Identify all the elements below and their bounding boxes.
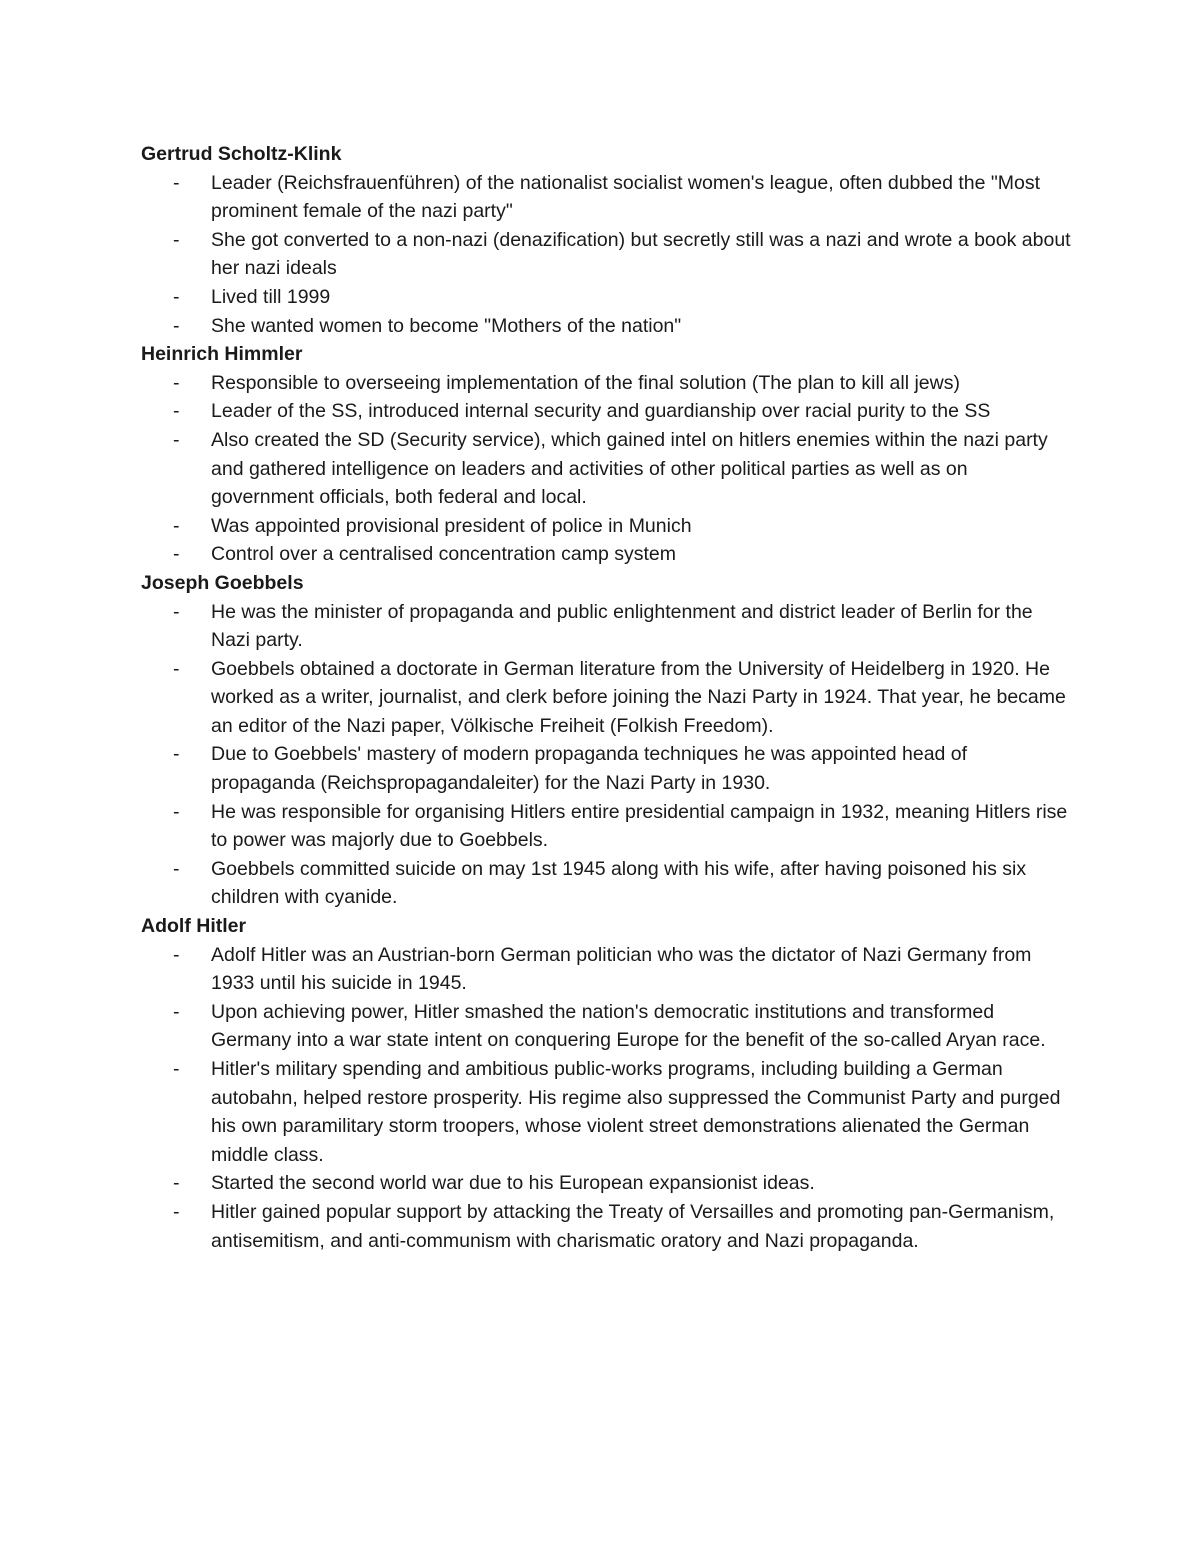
bullet-text: Lived till 1999	[211, 285, 331, 308]
dash-marker: -	[173, 657, 180, 680]
bullet-item	[141, 540, 1071, 569]
section-heading-goebbels: Joseph Goebbels	[141, 571, 304, 594]
dash-marker: -	[173, 371, 180, 394]
bullet-text: Goebbels obtained a doctorate in German literature from the University of Heidelberg in 1920. He worked as a writer, journalist, and clerk before joining the Nazi Party in 1924. That year, he became an editor of the Nazi paper, Völkische Freiheit (Folkish Freedom).	[211, 657, 1066, 737]
dash-marker: -	[173, 600, 180, 623]
bullet-item	[141, 512, 1071, 541]
bullet-text: Control over a centralised concentration camp system	[211, 543, 676, 566]
dash-marker: -	[173, 514, 180, 537]
dash-marker: -	[173, 1172, 180, 1195]
bullet-text: Hitler gained popular support by attacking the Treaty of Versailles and promoting pan-Germanism, antisemitism, and anti-communism with charismatic oratory and Nazi propaganda.	[211, 1200, 1055, 1252]
bullet-item	[141, 655, 1071, 741]
document-page	[141, 140, 1071, 1255]
bullet-item	[141, 1169, 1071, 1198]
bullet-item	[141, 397, 1071, 426]
dash-marker: -	[173, 228, 180, 251]
bullet-item	[141, 426, 1071, 512]
dash-marker: -	[173, 1058, 180, 1080]
dash-marker: -	[173, 314, 180, 337]
bullet-item	[141, 598, 1071, 655]
bullet-list-goebbels	[141, 598, 1071, 913]
bullet-item	[141, 283, 1071, 312]
dash-marker: -	[173, 857, 180, 880]
bullet-text: She wanted women to become "Mothers of the nation"	[211, 314, 682, 337]
dash-marker: -	[173, 400, 180, 423]
dash-marker: -	[173, 1200, 180, 1223]
bullet-list-scholtz-klink	[141, 169, 1071, 341]
bullet-text: Hitler's military spending and ambitious public-works programs, including building a German autobahn, helped restore prosperity. His regime also suppressed the Communist Party and purged his own paramilitary storm troopers, whose violent street demonstrations alienated the German middle class.	[211, 1058, 1061, 1166]
section-heading-hitler: Adolf Hitler	[141, 915, 247, 938]
bullet-text: Responsible to overseeing implementation of the final solution (The plan to kill all jews)	[211, 371, 960, 394]
bullet-text: Due to Goebbels' mastery of modern propaganda techniques he was appointed head of propaganda (Reichspropagandaleiter) for the Nazi Party in 1930.	[211, 743, 968, 795]
dash-marker: -	[173, 943, 180, 966]
bullet-item	[141, 226, 1071, 283]
bullet-item	[141, 941, 1071, 998]
bullet-text: Started the second world war due to his European expansionist ideas.	[211, 1172, 815, 1195]
section-heading-himmler: Heinrich Himmler	[141, 343, 303, 366]
bullet-item	[141, 740, 1071, 797]
bullet-item	[141, 998, 1071, 1055]
bullet-list-himmler	[141, 369, 1071, 569]
dash-marker: -	[173, 428, 180, 451]
dash-marker: -	[173, 743, 180, 766]
dash-marker: -	[173, 1000, 180, 1023]
bullet-item	[141, 169, 1071, 226]
dash-marker: -	[173, 543, 180, 566]
bullet-text: She got converted to a non-nazi (denazification) but secretly still was a nazi and wrote a book about her nazi ideals	[211, 228, 1071, 280]
bullet-text: Leader of the SS, introduced internal security and guardianship over racial purity to the SS	[211, 400, 991, 423]
bullet-text: He was the minister of propaganda and public enlightenment and district leader of Berlin for the Nazi party.	[211, 600, 1033, 652]
bullet-item	[141, 312, 1071, 341]
bullet-text: Leader (Reichsfrauenführen) of the nationalist socialist women's league, often dubbed the "Most prominent female of the nazi party"	[211, 171, 1041, 223]
bullet-text: Upon achieving power, Hitler smashed the nation's democratic institutions and transformed Germany into a war state intent on conquering Europe for the benefit of the so-called Aryan race.	[211, 1000, 1046, 1052]
bullet-text: He was responsible for organising Hitlers entire presidential campaign in 1932, meaning Hitlers rise to power was majorly due to Goebbels.	[211, 800, 1068, 852]
bullet-item	[141, 369, 1071, 398]
bullet-text: Also created the SD (Security service), which gained intel on hitlers enemies within the nazi party and gathered intelligence on leaders and activities of other political parties as well as on government officials, both federal and local.	[211, 428, 1048, 509]
bullet-item	[141, 855, 1071, 912]
bullet-text: Adolf Hitler was an Austrian-born German politician who was the dictator of Nazi Germany from 1933 until his suicide in 1945.	[211, 943, 1032, 995]
dash-marker: -	[173, 285, 180, 308]
bullet-item	[141, 798, 1071, 855]
dash-marker: -	[173, 800, 180, 823]
bullet-item	[141, 1198, 1071, 1255]
dash-marker: -	[173, 171, 180, 194]
bullet-text: Goebbels committed suicide on may 1st 1945 along with his wife, after having poisoned his six children with cyanide.	[211, 857, 1027, 909]
bullet-item	[141, 1055, 1071, 1169]
bullet-list-hitler	[141, 941, 1071, 1256]
bullet-text: Was appointed provisional president of police in Munich	[211, 514, 692, 537]
section-heading-scholtz-klink: Gertrud Scholtz-Klink	[141, 143, 342, 165]
